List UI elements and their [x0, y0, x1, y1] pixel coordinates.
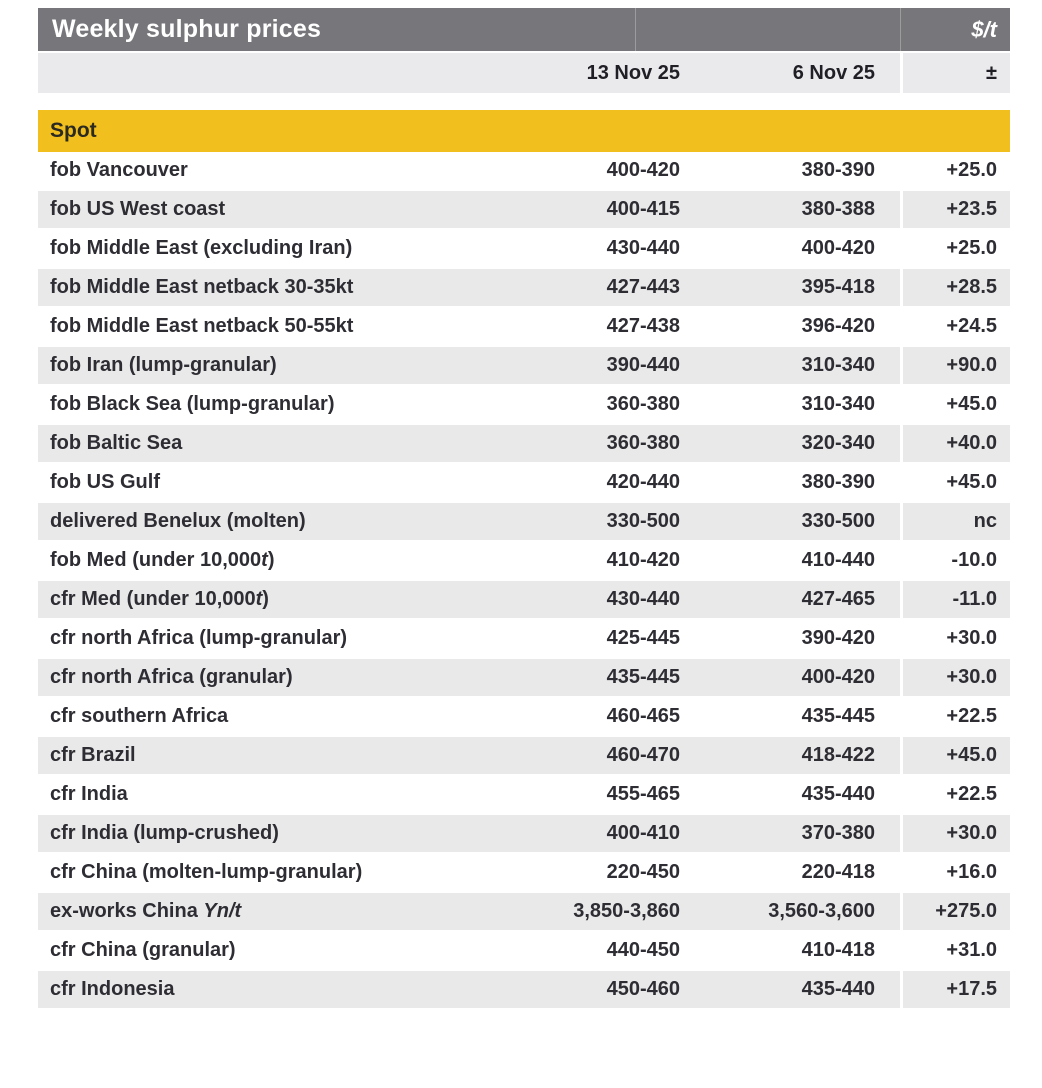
price-previous: 395-418	[801, 276, 875, 298]
table-body	[38, 152, 1010, 1010]
price-current: 420-440	[606, 471, 680, 493]
price-current: 400-420	[606, 159, 680, 181]
price-current: 360-380	[606, 393, 680, 415]
row-label: ex-works China Yn/t	[50, 900, 242, 922]
price-change: +23.5	[900, 191, 1010, 228]
price-previous: 330-500	[801, 510, 875, 532]
row-label: cfr China (granular)	[50, 939, 236, 961]
price-previous: 310-340	[801, 393, 875, 415]
price-change: +30.0	[900, 620, 1010, 657]
row-label: fob Middle East netback 50-55kt	[50, 315, 354, 337]
price-previous: 390-420	[801, 627, 875, 649]
price-change: +30.0	[900, 659, 1010, 696]
row-label: fob Iran (lump-granular)	[50, 354, 277, 376]
price-previous: 427-465	[801, 588, 875, 610]
table-row	[38, 698, 1010, 737]
spacer	[38, 93, 1010, 110]
price-current: 455-465	[606, 783, 680, 805]
price-change: nc	[900, 503, 1010, 540]
row-label: cfr Indonesia	[50, 978, 175, 1000]
column-header-change: ±	[900, 53, 1010, 93]
column-header-current-week: 13 Nov 25	[586, 61, 680, 84]
table-row	[38, 503, 1010, 542]
row-label: fob US Gulf	[50, 471, 160, 493]
price-previous: 435-440	[801, 978, 875, 1000]
price-change: +28.5	[900, 269, 1010, 306]
price-previous: 435-445	[801, 705, 875, 727]
price-previous: 220-418	[801, 861, 875, 883]
row-label: cfr India	[50, 783, 128, 805]
price-current: 460-465	[606, 705, 680, 727]
table-row	[38, 620, 1010, 659]
price-change: +40.0	[900, 425, 1010, 462]
price-current: 400-415	[606, 198, 680, 220]
price-change: +25.0	[900, 230, 1010, 267]
price-current: 440-450	[606, 939, 680, 961]
price-current: 390-440	[606, 354, 680, 376]
title-bar-divider	[900, 8, 901, 51]
row-label: fob Middle East netback 30-35kt	[50, 276, 354, 298]
price-current: 427-438	[606, 315, 680, 337]
price-previous: 400-420	[801, 666, 875, 688]
price-current: 430-440	[606, 237, 680, 259]
section-header-spot	[38, 110, 1010, 152]
price-change: +30.0	[900, 815, 1010, 852]
price-current: 450-460	[606, 978, 680, 1000]
row-label: fob Middle East (excluding Iran)	[50, 237, 353, 259]
price-change: +22.5	[900, 698, 1010, 735]
table-title-bar	[38, 8, 1010, 51]
sulphur-prices-table	[38, 8, 1010, 1010]
price-previous: 320-340	[801, 432, 875, 454]
table-row	[38, 152, 1010, 191]
row-label: fob US West coast	[50, 198, 226, 220]
row-label: fob Vancouver	[50, 159, 188, 181]
row-label: cfr Brazil	[50, 744, 136, 766]
table-row	[38, 581, 1010, 620]
table-title: Weekly sulphur prices	[52, 15, 322, 43]
table-row	[38, 308, 1010, 347]
price-current: 410-420	[606, 549, 680, 571]
price-current: 360-380	[606, 432, 680, 454]
table-row	[38, 269, 1010, 308]
price-change: +90.0	[900, 347, 1010, 384]
table-row	[38, 347, 1010, 386]
row-label: cfr north Africa (granular)	[50, 666, 293, 688]
table-row	[38, 815, 1010, 854]
price-change: +17.5	[900, 971, 1010, 1008]
price-current: 427-443	[606, 276, 680, 298]
price-change: +31.0	[900, 932, 1010, 969]
price-previous: 410-440	[801, 549, 875, 571]
table-row	[38, 932, 1010, 971]
price-previous: 400-420	[801, 237, 875, 259]
table-row	[38, 230, 1010, 269]
price-previous: 310-340	[801, 354, 875, 376]
table-row	[38, 191, 1010, 230]
price-previous: 435-440	[801, 783, 875, 805]
column-header-previous-week: 6 Nov 25	[792, 61, 875, 84]
price-previous: 380-390	[801, 471, 875, 493]
price-previous: 418-422	[801, 744, 875, 766]
price-change: -10.0	[900, 542, 1010, 579]
table-row	[38, 542, 1010, 581]
price-current: 460-470	[606, 744, 680, 766]
table-row	[38, 659, 1010, 698]
table-row	[38, 425, 1010, 464]
row-label: fob Baltic Sea	[50, 432, 183, 454]
row-label: cfr India (lump-crushed)	[50, 822, 279, 844]
title-bar-divider	[635, 8, 636, 51]
price-current: 435-445	[606, 666, 680, 688]
price-change: +16.0	[900, 854, 1010, 891]
price-current: 220-450	[606, 861, 680, 883]
row-label: cfr north Africa (lump-granular)	[50, 627, 348, 649]
price-current: 3,850-3,860	[573, 900, 680, 922]
price-current: 330-500	[606, 510, 680, 532]
table-row	[38, 386, 1010, 425]
row-label: cfr southern Africa	[50, 705, 229, 727]
table-row	[38, 854, 1010, 893]
row-label: cfr Med (under 10,000t)	[50, 588, 269, 610]
price-previous: 370-380	[801, 822, 875, 844]
row-label: delivered Benelux (molten)	[50, 510, 306, 532]
price-current: 425-445	[606, 627, 680, 649]
price-change: +25.0	[900, 152, 1010, 189]
table-row	[38, 776, 1010, 815]
price-change: +45.0	[900, 386, 1010, 423]
row-label: fob Med (under 10,000t)	[50, 549, 275, 571]
price-change: +275.0	[900, 893, 1010, 930]
price-change: +45.0	[900, 737, 1010, 774]
price-change: +45.0	[900, 464, 1010, 501]
column-header-row	[38, 53, 1010, 93]
price-previous: 3,560-3,600	[768, 900, 875, 922]
price-change: -11.0	[900, 581, 1010, 618]
table-row	[38, 893, 1010, 932]
table-row	[38, 464, 1010, 503]
price-previous: 380-388	[801, 198, 875, 220]
price-previous: 380-390	[801, 159, 875, 181]
price-current: 430-440	[606, 588, 680, 610]
row-label: fob Black Sea (lump-granular)	[50, 393, 335, 415]
price-change: +24.5	[900, 308, 1010, 345]
price-previous: 410-418	[801, 939, 875, 961]
table-row	[38, 737, 1010, 776]
price-change: +22.5	[900, 776, 1010, 813]
unit-label: $/t	[971, 16, 997, 42]
row-label: cfr China (molten-lump-granular)	[50, 861, 363, 883]
table-row	[38, 971, 1010, 1010]
price-previous: 396-420	[801, 315, 875, 337]
price-current: 400-410	[606, 822, 680, 844]
section-label: Spot	[50, 119, 97, 142]
